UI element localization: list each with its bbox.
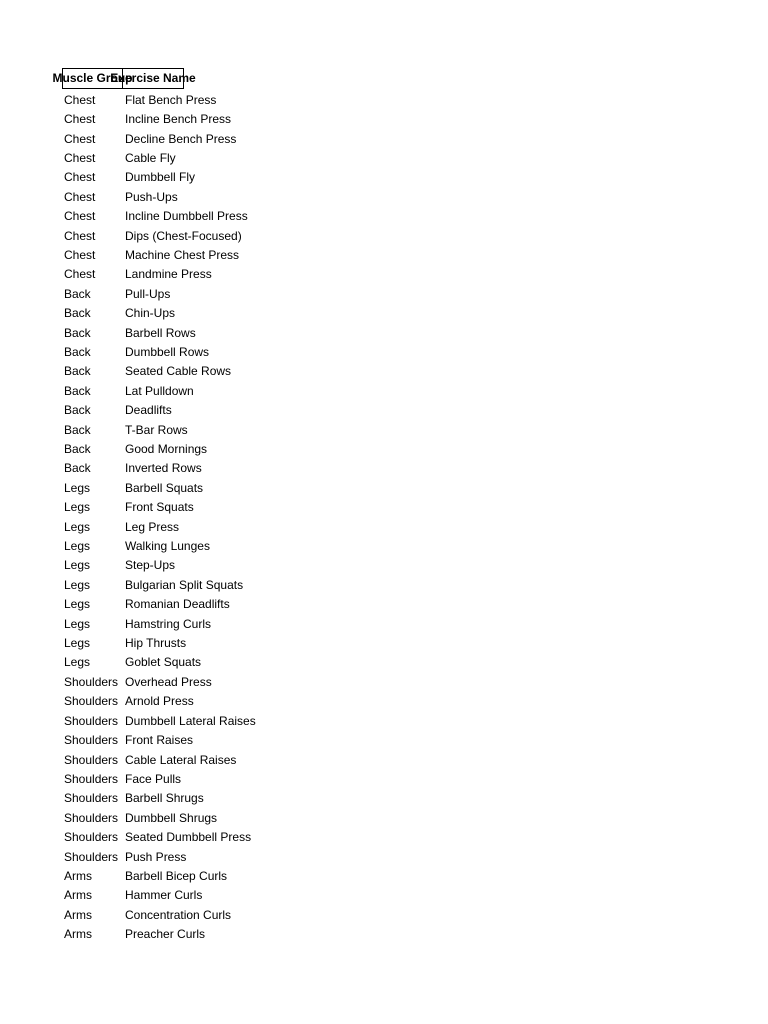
muscle-group-cell[interactable]: Shoulders (64, 830, 119, 845)
table-row (62, 750, 325, 769)
muscle-group-cell[interactable]: Back (64, 383, 91, 398)
exercise-name-cell[interactable]: Step-Ups (125, 558, 176, 573)
table-row (62, 847, 325, 866)
exercise-name-cell[interactable]: Bulgarian Split Squats (125, 577, 244, 592)
muscle-group-cell[interactable]: Legs (64, 558, 91, 573)
table-row (62, 789, 325, 808)
muscle-group-cell[interactable]: Shoulders (64, 791, 119, 806)
table-row (62, 381, 325, 400)
table-row (62, 769, 325, 788)
muscle-group-cell[interactable]: Chest (64, 189, 96, 204)
table-row (62, 284, 325, 303)
exercise-name-cell[interactable]: Chin-Ups (125, 306, 176, 321)
table-row (62, 614, 325, 633)
muscle-group-cell[interactable]: Shoulders (64, 810, 119, 825)
table-row (62, 459, 325, 478)
exercise-name-cell[interactable]: Barbell Shrugs (125, 791, 204, 806)
exercise-name-cell[interactable]: Barbell Squats (125, 480, 204, 495)
muscle-group-cell[interactable]: Back (64, 286, 91, 301)
header-muscle-group-label: Muscle Group (52, 71, 133, 85)
header-row (52, 67, 325, 90)
exercise-name-cell[interactable]: Incline Bench Press (125, 112, 232, 127)
exercise-name-cell[interactable]: Preacher Curls (125, 927, 206, 942)
muscle-group-cell[interactable]: Chest (64, 209, 96, 224)
exercise-name-cell[interactable]: Cable Lateral Raises (125, 752, 237, 767)
exercise-name-cell[interactable]: Romanian Deadlifts (125, 597, 230, 612)
muscle-group-cell[interactable]: Back (64, 325, 91, 340)
table-row (62, 168, 325, 187)
table-row (62, 245, 325, 264)
muscle-group-cell[interactable]: Chest (64, 170, 96, 185)
muscle-group-cell[interactable]: Chest (64, 228, 96, 243)
table-row (62, 342, 325, 361)
exercise-name-cell[interactable]: Dumbbell Rows (125, 344, 210, 359)
muscle-group-cell[interactable]: Chest (64, 92, 96, 107)
table-row (62, 711, 325, 730)
table-row (62, 498, 325, 517)
exercise-name-cell[interactable]: Landmine Press (125, 267, 212, 282)
muscle-group-cell[interactable]: Back (64, 344, 91, 359)
table-row (62, 556, 325, 575)
muscle-group-cell[interactable]: Chest (64, 131, 96, 146)
muscle-group-cell[interactable]: Chest (64, 112, 96, 127)
muscle-group-cell[interactable]: Arms (64, 907, 92, 922)
exercise-name-cell[interactable]: Leg Press (125, 519, 180, 534)
exercise-name-cell[interactable]: Inverted Rows (125, 461, 202, 476)
table-row (62, 905, 325, 924)
exercise-name-cell[interactable]: Seated Cable Rows (125, 364, 232, 379)
exercise-name-cell[interactable]: Seated Dumbbell Press (125, 830, 252, 845)
muscle-group-cell[interactable]: Back (64, 403, 91, 418)
muscle-group-cell[interactable]: Arms (64, 927, 92, 942)
muscle-group-cell[interactable]: Legs (64, 539, 91, 554)
exercise-name-cell[interactable]: Goblet Squats (125, 655, 202, 670)
muscle-group-cell[interactable]: Shoulders (64, 694, 119, 709)
exercise-name-cell[interactable]: Front Squats (125, 500, 194, 515)
table-row (62, 575, 325, 594)
table-row (62, 148, 325, 167)
table-row (62, 362, 325, 381)
table-row (62, 323, 325, 342)
table-row (62, 90, 325, 109)
table-row (62, 206, 325, 225)
table-row (62, 730, 325, 749)
muscle-group-cell[interactable]: Back (64, 364, 91, 379)
exercise-name-cell[interactable]: Push-Ups (125, 189, 178, 204)
exercise-name-cell[interactable]: T-Bar Rows (125, 422, 188, 437)
header-exercise-name-label: Exercise Name (110, 71, 196, 85)
exercise-name-cell[interactable]: Pull-Ups (125, 286, 171, 301)
exercise-name-cell[interactable]: Good Mornings (125, 442, 208, 457)
table-row (62, 109, 325, 128)
spreadsheet-table (52, 67, 325, 944)
muscle-group-cell[interactable]: Back (64, 306, 91, 321)
table-row (62, 265, 325, 284)
table-row (62, 517, 325, 536)
table-row (62, 303, 325, 322)
muscle-group-cell[interactable]: Legs (64, 577, 91, 592)
exercise-name-cell[interactable]: Cable Fly (125, 150, 176, 165)
muscle-group-cell[interactable]: Back (64, 442, 91, 457)
exercise-name-cell[interactable]: Push Press (125, 849, 187, 864)
table-row (62, 595, 325, 614)
exercise-name-cell[interactable]: Barbell Rows (125, 325, 196, 340)
exercise-name-cell[interactable]: Front Raises (125, 733, 194, 748)
exercise-name-cell[interactable]: Dumbbell Shrugs (125, 810, 218, 825)
exercise-name-cell[interactable]: Overhead Press (125, 674, 212, 689)
muscle-group-cell[interactable]: Legs (64, 636, 91, 651)
exercise-name-cell[interactable]: Machine Chest Press (125, 247, 240, 262)
exercise-name-cell[interactable]: Flat Bench Press (125, 92, 217, 107)
table-row (62, 808, 325, 827)
exercise-name-cell[interactable]: Decline Bench Press (125, 131, 237, 146)
muscle-group-cell[interactable]: Chest (64, 247, 96, 262)
muscle-group-cell[interactable]: Shoulders (64, 733, 119, 748)
table-row (62, 187, 325, 206)
muscle-group-cell[interactable]: Legs (64, 616, 91, 631)
exercise-name-cell[interactable]: Walking Lunges (125, 539, 210, 554)
exercise-name-cell[interactable]: Concentration Curls (125, 907, 232, 922)
table-row (62, 478, 325, 497)
exercise-name-cell[interactable]: Lat Pulldown (125, 383, 194, 398)
exercise-name-cell[interactable]: Incline Dumbbell Press (125, 209, 248, 224)
table-row (62, 924, 325, 943)
muscle-group-cell[interactable]: Legs (64, 500, 91, 515)
muscle-group-cell[interactable]: Legs (64, 655, 91, 670)
muscle-group-cell[interactable]: Shoulders (64, 713, 119, 728)
exercise-name-cell[interactable]: Face Pulls (125, 771, 182, 786)
table-row (62, 439, 325, 458)
exercise-name-cell[interactable]: Dumbbell Lateral Raises (125, 713, 256, 728)
muscle-group-cell[interactable]: Shoulders (64, 771, 119, 786)
muscle-group-cell[interactable]: Back (64, 461, 91, 476)
table-row (62, 420, 325, 439)
muscle-group-cell[interactable]: Legs (64, 480, 91, 495)
muscle-group-cell[interactable]: Chest (64, 150, 96, 165)
exercise-name-cell[interactable]: Arnold Press (125, 694, 194, 709)
table-row (62, 129, 325, 148)
table-row (62, 226, 325, 245)
muscle-group-cell[interactable]: Legs (64, 597, 91, 612)
muscle-group-cell[interactable]: Arms (64, 868, 92, 883)
exercise-name-cell[interactable]: Hamstring Curls (125, 616, 212, 631)
table-row (62, 536, 325, 555)
muscle-group-cell[interactable]: Shoulders (64, 674, 119, 689)
table-row (62, 633, 325, 652)
table-row (62, 827, 325, 846)
table-row (62, 653, 325, 672)
table-row (62, 886, 325, 905)
table-row (62, 401, 325, 420)
exercise-name-cell[interactable]: Hammer Curls (125, 888, 203, 903)
muscle-group-cell[interactable]: Legs (64, 519, 91, 534)
exercise-name-cell[interactable]: Dips (Chest-Focused) (125, 228, 242, 243)
muscle-group-cell[interactable]: Chest (64, 267, 96, 282)
table-row (62, 672, 325, 691)
muscle-group-cell[interactable]: Shoulders (64, 849, 119, 864)
muscle-group-cell[interactable]: Back (64, 422, 91, 437)
table-row (62, 866, 325, 885)
exercise-name-cell[interactable]: Hip Thrusts (125, 636, 187, 651)
header-exercise-name[interactable] (110, 68, 196, 89)
table-body (62, 90, 325, 944)
exercise-name-cell[interactable]: Deadlifts (125, 403, 172, 418)
exercise-name-cell[interactable]: Dumbbell Fly (125, 170, 196, 185)
exercise-name-cell[interactable]: Barbell Bicep Curls (125, 868, 228, 883)
muscle-group-cell[interactable]: Shoulders (64, 752, 119, 767)
muscle-group-cell[interactable]: Arms (64, 888, 92, 903)
table-row (62, 692, 325, 711)
